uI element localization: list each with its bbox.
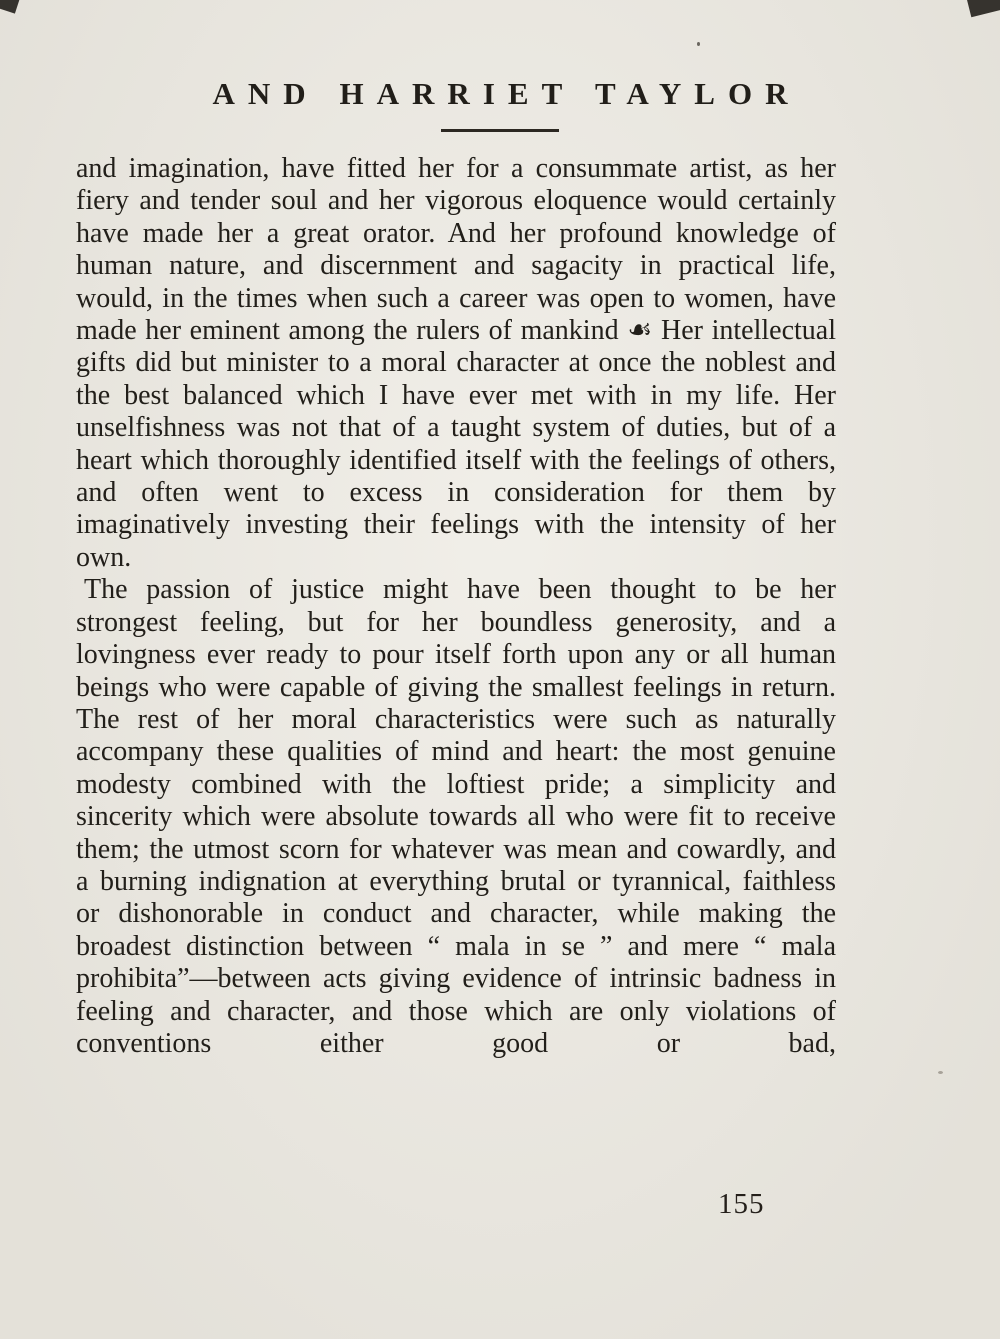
body-text [76,153,836,1060]
scan-speck [938,1071,943,1074]
page-header [0,76,1000,132]
scan-artifact-top-right [966,0,1000,17]
paragraph: The passion of justice might have been thought to be her strongest feeling, but for her boundless generosity, and a lovingness ever ready to pour itself forth upon any or all human beings who were capable of giving the smallest feelings in return. The rest of her moral characteristics were such as naturally accompany these qualities of mind and heart: the most genuine modesty combined with the loftiest pride; a simplicity and sincerity which were absolute towards all who were fit to receive them; the utmost scorn for whatever was mean and cowardly, and a burning indignation at everything brutal or tyrannical, faithless or dishonorable in conduct and character, while making the broadest distinction between “ mala in se ” and mere “ mala prohibita”—between acts giving evidence of intrinsic badness in feeling and character, and those which are only violations of conventions either good or bad, [76,574,836,1059]
page-number: 155 [718,1188,765,1220]
scan-speck [697,42,700,46]
scan-artifact-top-left [0,0,20,14]
paragraph: and imagination, have fitted her for a consummate artist, as her fiery and tender soul and her vigorous eloquence would certainly have made her a great orator. And her profound knowledge of human nature, and discernment and sagacity in practical life, would, in the times when such a career was open to women, have made her eminent among the rulers of mankind ☙ Her intellectual gifts did but minister to a moral character at once the noblest and the best balanced which I have ever met with in my life. Her unselfishness was not that of a taught system of duties, but of a heart which thoroughly identified itself with the feelings of others, and often went to excess in consideration for them by imaginatively investing their feelings with the intensity of her own. [76,153,836,573]
title-rule [441,129,559,132]
page-title: AND HARRIET TAYLOR [212,76,801,111]
